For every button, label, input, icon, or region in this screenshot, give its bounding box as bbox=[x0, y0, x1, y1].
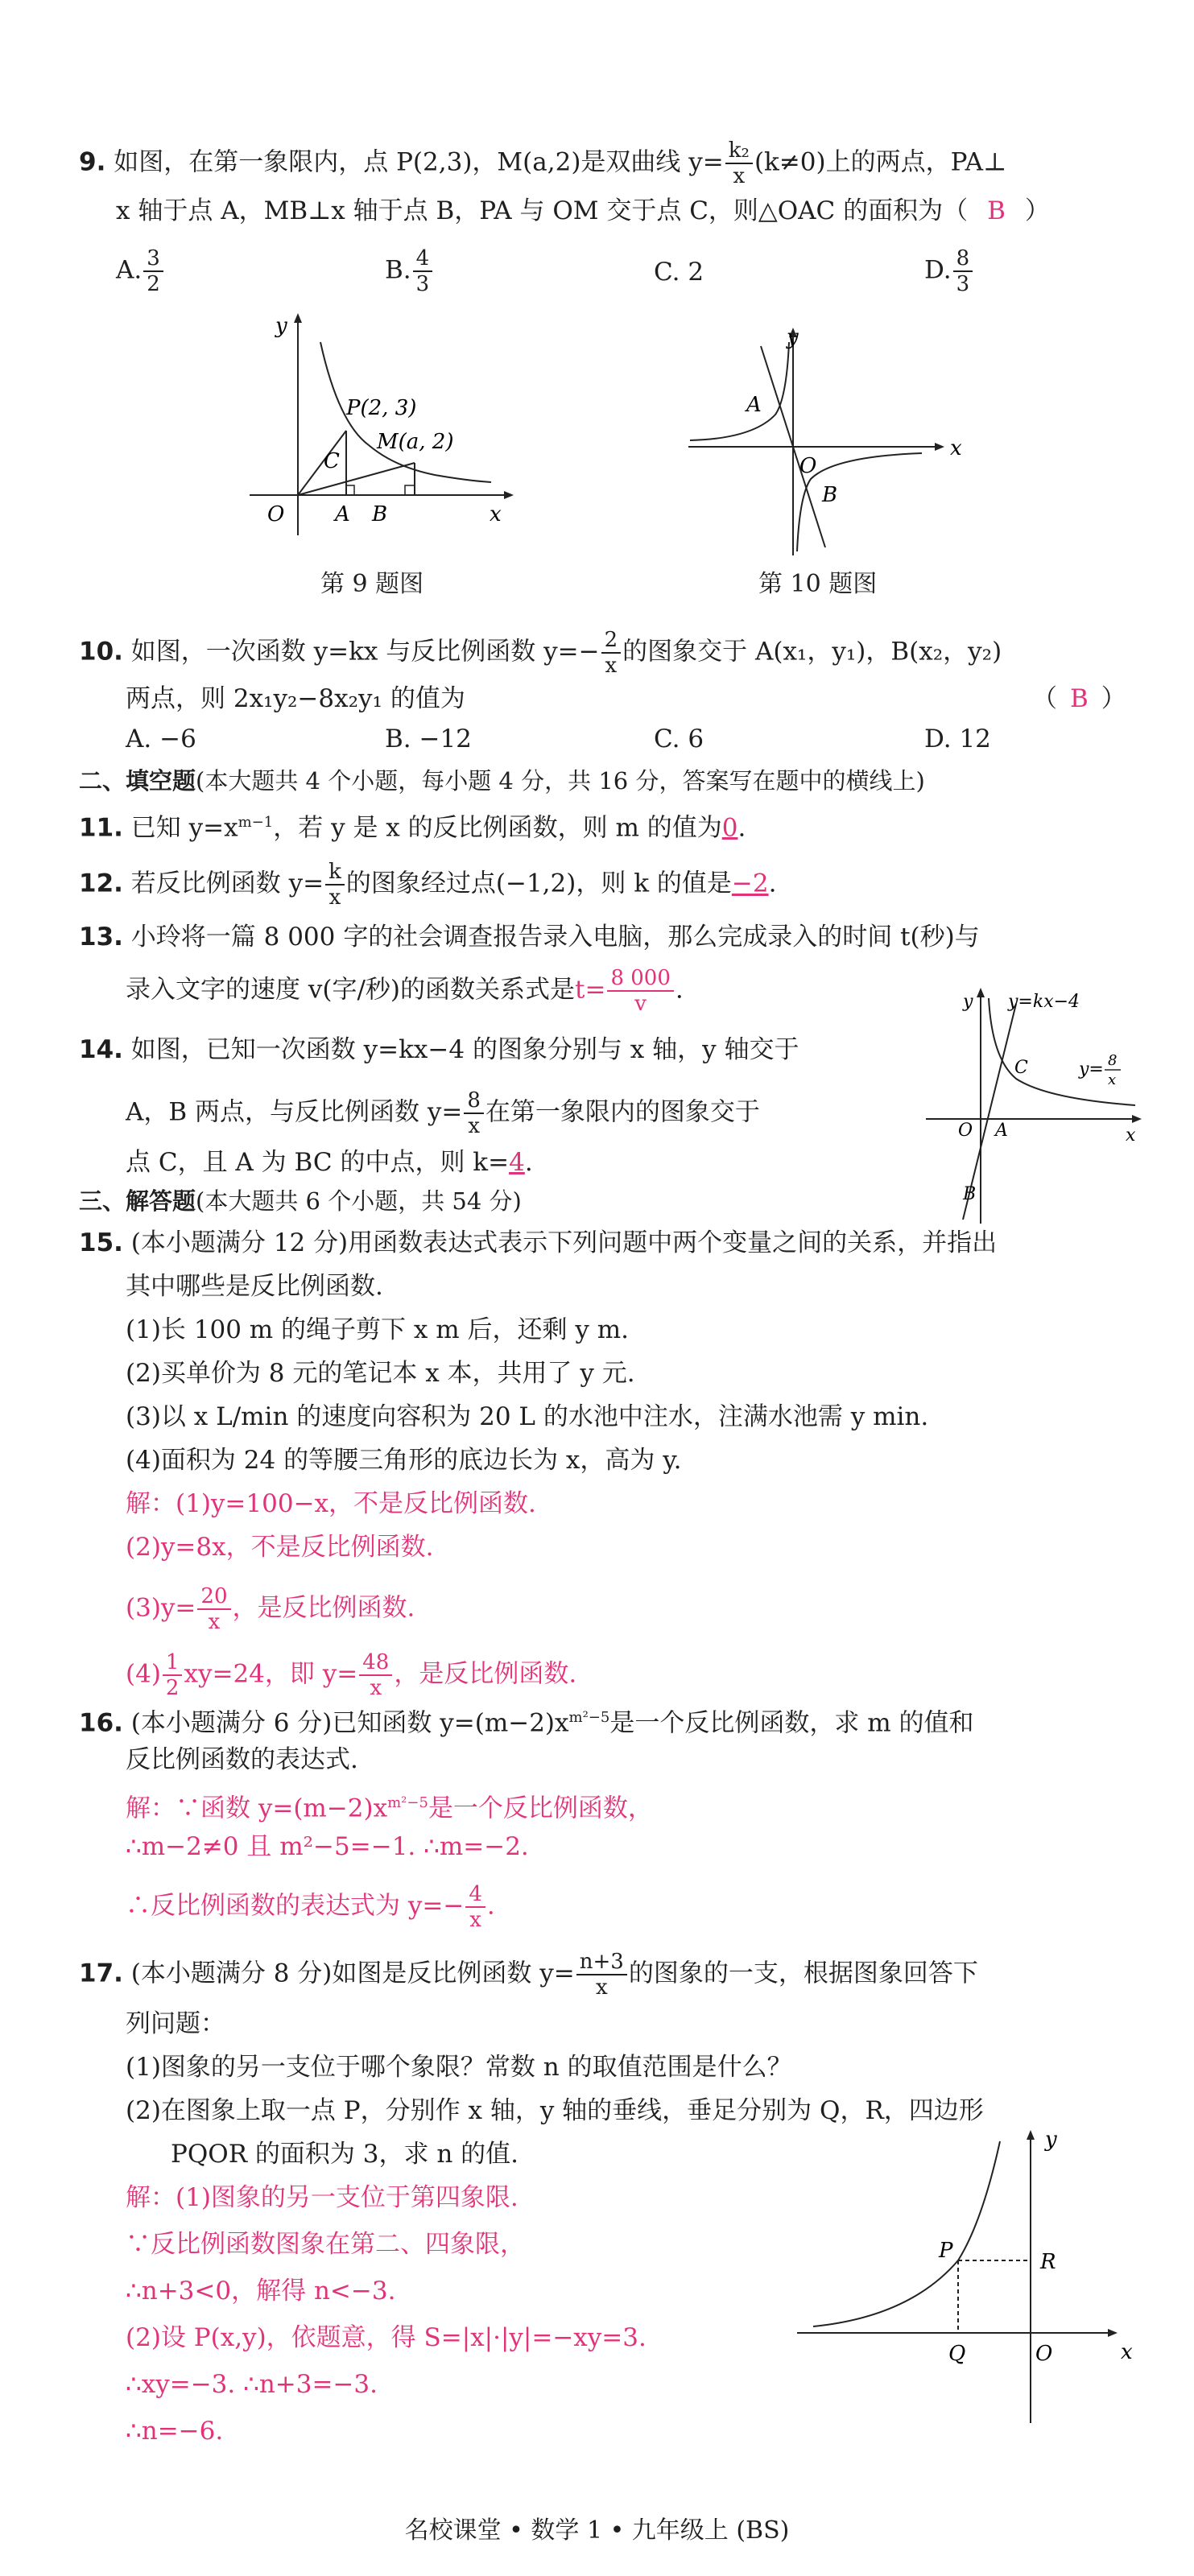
q15-answer-2: (2)y=8x，不是反比例函数. bbox=[126, 1533, 434, 1562]
fig10-label-x: x bbox=[950, 436, 962, 460]
q15-sub3: (3)以 x L/min 的速度向容积为 20 L 的水池中注水，注满水池需 y min. bbox=[126, 1402, 929, 1431]
fig14-hyp-n: 8 bbox=[1108, 1052, 1118, 1069]
q14-line1: 14. 如图，已知一次函数 y=kx−4 的图象分别与 x 轴，y 轴交于 bbox=[79, 1035, 799, 1064]
q9-number: 9. bbox=[79, 147, 106, 177]
q10-option-a: A. −6 bbox=[126, 724, 196, 753]
fig10-label-o: O bbox=[799, 454, 817, 478]
fig14-hyp-label: y= bbox=[1079, 1059, 1104, 1080]
fig9-label-c: C bbox=[324, 449, 340, 473]
q13-answer: $\frac{8 000}{v}$ bbox=[607, 966, 673, 1016]
q11-answer: 0 bbox=[721, 813, 738, 843]
q13-line2: 录入文字的速度 v(字/秒)的函数关系式是t= $\frac{8 000}{v}$ . bbox=[126, 966, 684, 1016]
fig9-label-p: P(2, 3) bbox=[346, 396, 417, 420]
figure-17 bbox=[789, 2125, 1143, 2431]
q10-option-d: D. 12 bbox=[924, 724, 991, 753]
fig17-label-x: x bbox=[1121, 2340, 1133, 2364]
q17-line1: 17. (本小题满分 8 分)如图是反比例函数 y= $\frac{n+3}{x}$ 的图象的一支，根据图象回答下 bbox=[79, 1950, 978, 2000]
fig14-hyp-d: x bbox=[1108, 1071, 1117, 1088]
fig9-label-o: O bbox=[267, 502, 285, 526]
q10-option-c: C. 6 bbox=[654, 724, 704, 753]
fig10-label-y: y bbox=[787, 326, 799, 349]
q14-number: 14. bbox=[79, 1035, 123, 1064]
fig14-label-c: C bbox=[1014, 1058, 1028, 1078]
q17-answer-3: ∴n+3<0，解得 n<−3. bbox=[126, 2277, 396, 2306]
section-2-heading: 二、填空题(本大题共 4 个小题，每小题 4 分，共 16 分，答案写在题中的横线上) bbox=[79, 767, 925, 795]
q17-sub1: (1)图象的另一支位于哪个象限？常数 n 的取值范围是什么？ bbox=[126, 2053, 792, 2082]
q17-number: 17. bbox=[79, 1959, 123, 1988]
q16-answer-3: ∴反比例函数的表达式为 y=− $\frac{4}{x}$ . bbox=[126, 1882, 495, 1932]
fig9-caption: 第 9 题图 bbox=[320, 570, 424, 598]
fig14-label-y: y bbox=[963, 992, 973, 1012]
q9-option-c: C. 2 bbox=[654, 258, 704, 287]
q9-fraction: $\frac{\text{k₂}}{x}$ bbox=[725, 138, 753, 188]
fig10-hyperbola-branch-2 bbox=[690, 342, 789, 440]
q14-line3: 点 C，且 A 为 BC 的中点，则 k=4. bbox=[126, 1148, 533, 1177]
fig9-line-om bbox=[298, 463, 415, 495]
q15-line1: 15. (本小题满分 12 分)用函数表达式表示下列问题中两个变量之间的关系，并指出 bbox=[79, 1228, 998, 1257]
fig9-label-x: x bbox=[490, 502, 502, 526]
q9-line1: 9. 如图，在第一象限内，点 P(2,3)，M(a,2)是双曲线 y= $\frac{\text{k₂}}{x}$ (k≠0)上的两点，PA⊥ bbox=[79, 138, 1007, 188]
q14-answer: 4 bbox=[509, 1148, 525, 1177]
q10-number: 10. bbox=[79, 637, 123, 667]
q12-answer: −2 bbox=[731, 869, 769, 898]
q17-line2: 列问题： bbox=[126, 2009, 225, 2038]
q15-sub1: (1)长 100 m 的绳子剪下 x m 后，还剩 y m. bbox=[126, 1315, 629, 1344]
q15-number: 15. bbox=[79, 1228, 123, 1257]
figure-9 bbox=[233, 310, 523, 543]
fig14-label-b: B bbox=[963, 1184, 977, 1204]
q16-line1: 16. (本小题满分 6 分)已知函数 $y=(m-2)x^{m^2-5}$是一个反比例函数，求 m 的值和 bbox=[79, 1708, 974, 1738]
q16-answer-2: ∴m−2≠0 且 m²−5=−1. ∴m=−2. bbox=[126, 1832, 529, 1861]
fig10-label-b: B bbox=[822, 483, 838, 507]
q16-number: 16. bbox=[79, 1708, 123, 1738]
fig9-label-b: B bbox=[372, 502, 388, 526]
q15-answer-3: (3)y= $\frac{20}{x}$ ，是反比例函数. bbox=[126, 1584, 415, 1634]
fig17-hyperbola-branch bbox=[813, 2141, 1000, 2326]
fig9-label-m: M(a, 2) bbox=[377, 430, 454, 454]
q15-sub4: (4)面积为 24 的等腰三角形的底边长为 x，高为 y. bbox=[126, 1446, 682, 1475]
fig14-line-label: y=kx−4 bbox=[1008, 992, 1080, 1012]
fig17-label-o: O bbox=[1035, 2342, 1053, 2366]
fig17-label-r: R bbox=[1040, 2250, 1056, 2274]
q15-answer-1: 解：(1)y=100−x，不是反比例函数. bbox=[126, 1489, 536, 1518]
q16-answer-1: 解：∵函数 $y=(m-2)x^{m^2-5}$是一个反比例函数， bbox=[126, 1794, 653, 1823]
fig10-caption: 第 10 题图 bbox=[758, 570, 878, 598]
q17-sub2b: PQOR 的面积为 3，求 n 的值. bbox=[171, 2140, 519, 2169]
q14-line2: A，B 两点，与反比例函数 y= $\frac{8}{x}$ 在第一象限内的图象交于 bbox=[126, 1088, 760, 1138]
section-3-heading: 三、解答题(本大题共 6 个小题，共 54 分) bbox=[79, 1187, 522, 1215]
q12-number: 12. bbox=[79, 869, 123, 898]
fig9-label-a: A bbox=[335, 502, 350, 526]
q9-line2: x 轴于点 A，MB⊥x 轴于点 B，PA 与 OM 交于点 C，则△OAC 的面积为（ B ） bbox=[116, 196, 1050, 225]
fig14-label-x: x bbox=[1126, 1125, 1136, 1146]
q15-answer-4: (4) $\frac{1}{2}$ xy=24，即 y= $\frac{48}{x}$ ，是反比例函数. bbox=[126, 1650, 577, 1700]
q9-option-d: D. $\frac{8}{3}$ bbox=[924, 246, 974, 296]
figure-14 bbox=[918, 986, 1151, 1228]
q9-answer: B bbox=[987, 196, 1006, 225]
figure-10 bbox=[680, 326, 970, 559]
q17-answer-4: (2)设 P(x,y)，依题意，得 S=|x|·|y|=−xy=3. bbox=[126, 2323, 647, 2352]
fig9-label-y: y bbox=[275, 314, 287, 338]
q11-number: 11. bbox=[79, 813, 123, 843]
page-footer: 名校课堂 • 数学 1 • 九年级上 (BS) bbox=[404, 2516, 790, 2545]
q12: 12. 若反比例函数 y= $\frac{k}{x}$ 的图象经过点(−1,2)，则 k 的值是−2. bbox=[79, 860, 777, 910]
q16-line2: 反比例函数的表达式. bbox=[126, 1745, 358, 1774]
q10-option-b: B. −12 bbox=[385, 724, 472, 753]
q17-answer-2: ∵反比例函数图象在第二、四象限， bbox=[126, 2230, 525, 2259]
q17-answer-1: 解：(1)图象的另一支位于第四象限. bbox=[126, 2183, 519, 2212]
q9-option-a: A. $\frac{3}{2}$ bbox=[116, 246, 165, 296]
fig10-label-a: A bbox=[746, 393, 762, 417]
q17-sub2a: (2)在图象上取一点 P，分别作 x 轴，y 轴的垂线，垂足分别为 Q，R，四边形 bbox=[126, 2096, 984, 2125]
q17-answer-6: ∴n=−6. bbox=[126, 2417, 224, 2446]
q13-line1: 13. 小玲将一篇 8 000 字的社会调查报告录入电脑，那么完成录入的时间 t(秒)与 bbox=[79, 923, 980, 952]
q17-answer-5: ∴xy=−3. ∴n+3=−3. bbox=[126, 2370, 378, 2399]
q15-sub2: (2)买单价为 8 元的笔记本 x 本，共用了 y 元. bbox=[126, 1359, 635, 1388]
q10-line2: 两点，则 2x₁y₂−8x₂y₁ 的值为 bbox=[126, 684, 465, 713]
q11: 11. 已知 $y=x^{m-1}$，若 y 是 x 的反比例函数，则 m 的值为0. bbox=[79, 813, 746, 843]
q13-number: 13. bbox=[79, 923, 123, 952]
fig17-label-p: P bbox=[939, 2239, 953, 2263]
fig14-label-a: A bbox=[995, 1121, 1008, 1141]
q15-line2: 其中哪些是反比例函数. bbox=[126, 1272, 383, 1301]
q10-answer: B bbox=[1070, 684, 1089, 713]
q10-line1: 10. 如图，一次函数 y=kx 与反比例函数 y=− $\frac{2}{x}$ 的图象交于 A(x₁，y₁)，B(x₂，y₂) bbox=[79, 628, 1002, 678]
fig17-label-q: Q bbox=[948, 2342, 966, 2366]
q9-option-b: B. $\frac{4}{3}$ bbox=[385, 246, 434, 296]
fig14-label-o: O bbox=[958, 1121, 973, 1141]
fig17-label-y: y bbox=[1045, 2128, 1057, 2152]
q10-answer-bracket: （ B ） bbox=[1032, 684, 1126, 713]
